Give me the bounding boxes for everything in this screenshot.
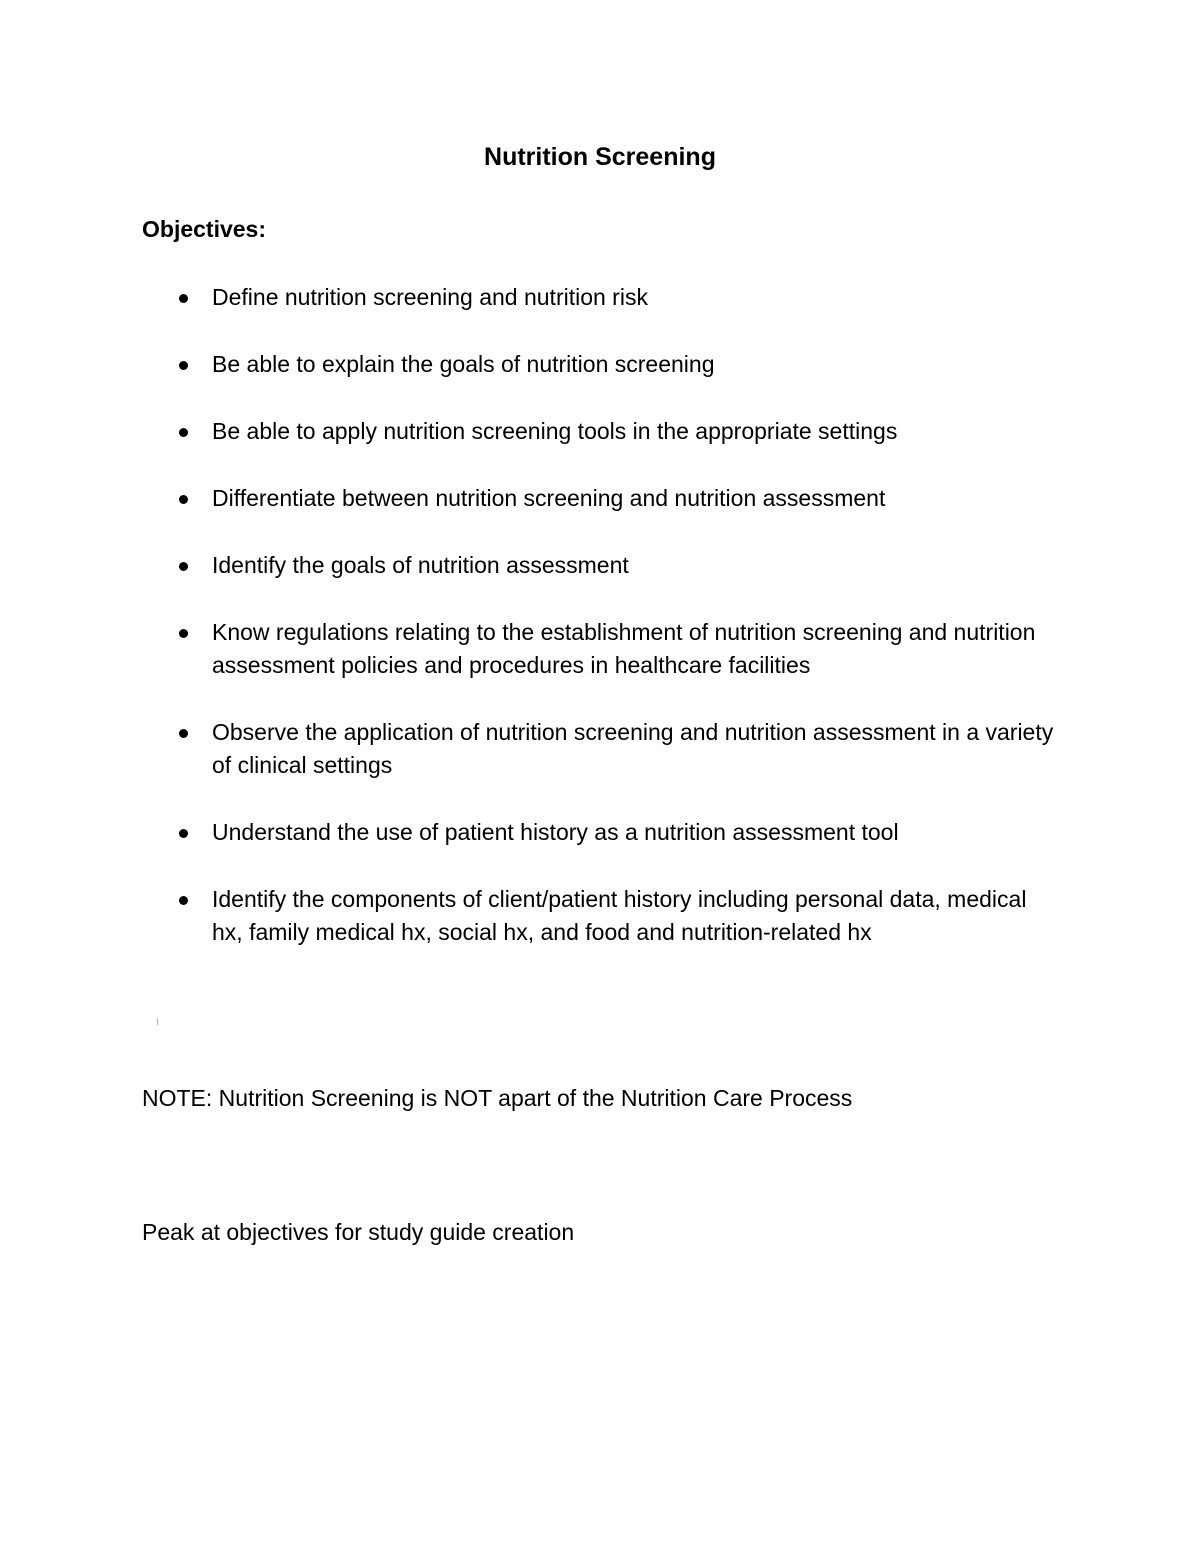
bullet-icon — [179, 562, 188, 571]
objective-item — [0, 816, 1062, 849]
bullet-icon — [179, 294, 188, 303]
bullet-icon — [179, 729, 188, 738]
objective-text: Know regulations relating to the establishment of nutrition screening and nutrition assessment policies and procedures in healthcare facilities — [212, 619, 1036, 678]
objective-item — [0, 616, 1062, 682]
bullet-icon — [179, 896, 188, 905]
document-title: Nutrition Screening — [484, 143, 716, 171]
objective-item — [0, 716, 1062, 782]
objective-text: Understand the use of patient history as a nutrition assessment tool — [212, 819, 899, 845]
objective-item — [0, 281, 1062, 314]
stray-mark — [157, 1018, 158, 1025]
bullet-icon — [179, 361, 188, 370]
objective-text: Be able to explain the goals of nutrition screening — [212, 351, 715, 377]
objectives-list — [0, 281, 1200, 983]
footer-text: Peak at objectives for study guide creation — [142, 1219, 575, 1245]
objective-text: Define nutrition screening and nutrition risk — [212, 284, 648, 310]
objective-text: Identify the components of client/patient history including personal data, medical hx, family medical hx, social hx, and food and nutrition-related hx — [212, 886, 1027, 945]
note-text: NOTE: Nutrition Screening is NOT apart of the Nutrition Care Process — [142, 1085, 853, 1111]
objective-item — [0, 415, 1062, 448]
bullet-icon — [179, 629, 188, 638]
objective-item — [0, 348, 1062, 381]
objective-text: Differentiate between nutrition screening and nutrition assessment — [212, 485, 886, 511]
objective-text: Observe the application of nutrition screening and nutrition assessment in a variety of clinical settings — [212, 719, 1054, 778]
objective-item — [0, 482, 1062, 515]
objective-item — [0, 883, 1062, 949]
bullet-icon — [179, 428, 188, 437]
bullet-icon — [179, 495, 188, 504]
objective-text: Be able to apply nutrition screening tools in the appropriate settings — [212, 418, 898, 444]
bullet-icon — [179, 829, 188, 838]
objective-item — [0, 549, 1062, 582]
objectives-heading: Objectives: — [142, 216, 266, 242]
objective-text: Identify the goals of nutrition assessment — [212, 552, 629, 578]
